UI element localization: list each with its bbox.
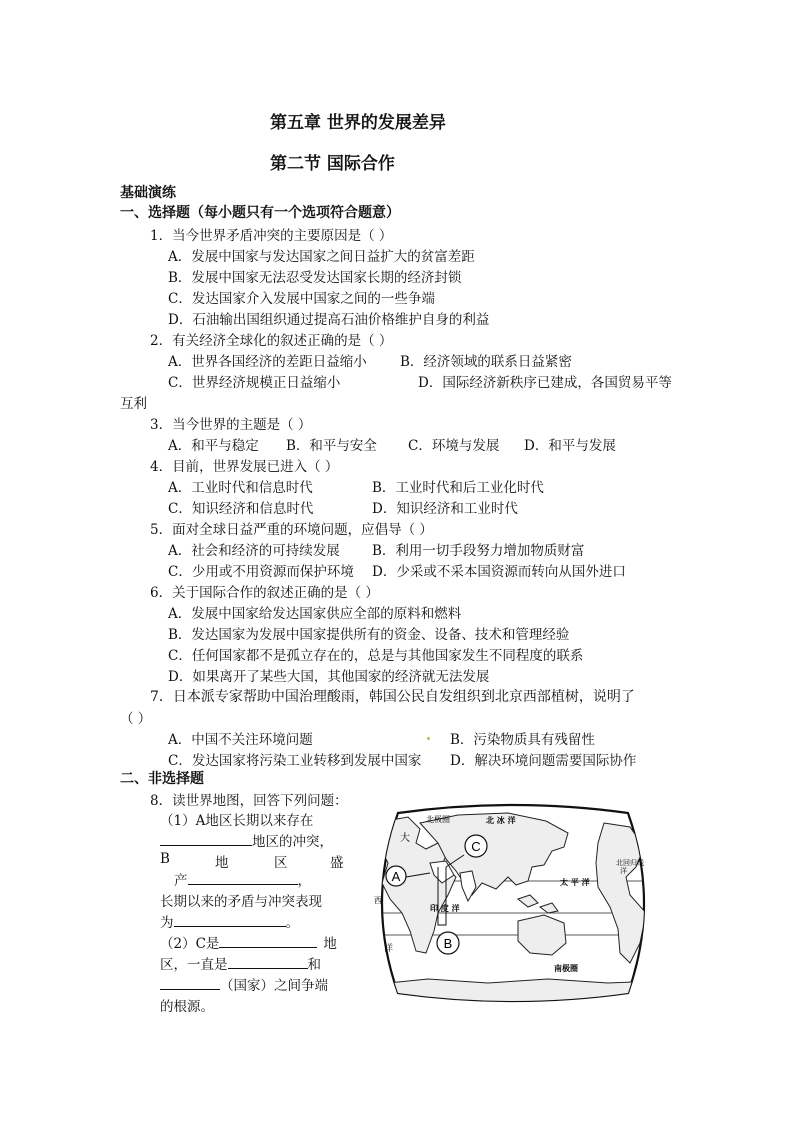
q3-option-a: A．和平与稳定 xyxy=(168,438,259,454)
q7-option-b: B．污染物质具有残留性 xyxy=(450,732,595,748)
q8-part2-line2-text: 区，一直是 xyxy=(160,957,228,973)
q7-stem-continued: （ ） xyxy=(120,711,152,727)
q4-option-b: B．工业时代和后工业化时代 xyxy=(372,480,544,496)
part2-heading: 二、非选择题 xyxy=(120,771,204,787)
q8-part1-line4: 长期以来的矛盾与冲突表现 xyxy=(160,894,322,910)
q8-part2-line1-text: （2）C是 xyxy=(160,936,220,952)
q1-option-a: A．发展中国家与发达国家之间日益扩大的贫富差距 xyxy=(168,249,475,265)
q1-stem: 1．当今世界矛盾冲突的主要原因是（ ） xyxy=(150,228,393,244)
answer-blank[interactable] xyxy=(160,975,220,990)
q5-stem: 5．面对全球日益严重的环境问题，应倡导（ ） xyxy=(150,522,433,538)
q5-option-a: A．社会和经济的可持续发展 xyxy=(168,543,340,559)
q4-option-a: A．工业时代和信息时代 xyxy=(168,480,313,496)
map-label-pacific: 太 平 洋 xyxy=(560,878,590,887)
q8-part1-wei: 为 xyxy=(160,915,174,931)
world-map xyxy=(368,803,658,1003)
q8-stem: 8．读世界地图，回答下列问题： xyxy=(150,793,348,809)
q8-part1-comma: ， xyxy=(297,873,311,889)
q8-part1-chan-line xyxy=(174,869,311,889)
q3-stem: 3．当今世界的主题是（ ） xyxy=(150,417,312,433)
q8-part2-he: 和 xyxy=(307,957,321,973)
map-label-yang-right: 洋 xyxy=(620,867,627,875)
q8-part1-b: B xyxy=(160,851,170,867)
section-title: 第二节 国际合作 xyxy=(270,154,395,174)
q8-part1-di: 地 xyxy=(215,855,229,871)
part1-heading: 一、选择题（每小题只有一个选项符合题意） xyxy=(120,205,400,221)
q8-part1-end: 。 xyxy=(285,915,299,931)
map-label-tropic: 北回归线 xyxy=(616,859,644,867)
q6-option-c: C．任何国家都不是孤立存在的，总是与其他国家发生不同程度的联系 xyxy=(168,648,584,664)
q8-part1-line2-text: 地区的冲突， xyxy=(252,834,333,850)
q1-option-b: B．发展中国家无法忍受发达国家长期的经济封锁 xyxy=(168,270,462,286)
q4-option-d: D．知识经济和工业时代 xyxy=(372,501,518,517)
q3-option-c: C．环境与发展 xyxy=(408,438,500,454)
q3-option-b: B．和平与安全 xyxy=(286,438,377,454)
marker-b-label: B xyxy=(443,936,453,951)
q4-option-c: C．知识经济和信息时代 xyxy=(168,501,314,517)
answer-blank[interactable] xyxy=(188,870,298,885)
q2-option-a: A．世界各国经济的差距日益缩小 xyxy=(168,354,367,370)
q8-part1-chan: 产 xyxy=(174,873,188,889)
q6-option-b: B．发达国家为发展中国家提供所有的资金、设备、技术和管理经验 xyxy=(168,627,570,643)
q2-option-b: B．经济领域的联系日益紧密 xyxy=(400,354,572,370)
q6-option-a: A．发展中国家给发达国家供应全部的原料和燃料 xyxy=(168,606,462,622)
map-label-arctic-circle: 北极圈 xyxy=(426,815,450,824)
q2-option-c: C．世界经济规模正日益缩小 xyxy=(168,375,341,391)
map-label-antarctic-circle: 南极圈 xyxy=(554,964,578,973)
q3-option-d: D．和平与发展 xyxy=(524,438,616,454)
answer-blank[interactable] xyxy=(219,933,317,948)
map-label-da: 大 xyxy=(400,833,410,844)
q5-option-d: D．少采或不采本国资源而转向从国外进口 xyxy=(372,564,626,580)
q7-option-c: C．发达国家将污染工业转移到发展中国家 xyxy=(168,753,422,769)
q7-stem: 7．日本派专家帮助中国治理酸雨，韩国公民自发组织到北京西部植树，说明了 xyxy=(150,689,635,705)
map-label-xi: 西 xyxy=(374,896,382,905)
q8-part2-line2 xyxy=(160,953,321,973)
answer-blank[interactable] xyxy=(174,912,286,927)
q4-stem: 4．目前，世界发展已进入（ ） xyxy=(150,459,339,475)
q8-part2-line1 xyxy=(160,932,337,952)
q8-part2-di: 地 xyxy=(323,936,337,952)
answer-blank[interactable] xyxy=(228,954,308,969)
q7-option-d: D．解决环境问题需要国际协作 xyxy=(450,753,637,769)
q8-part1-sheng: 盛 xyxy=(330,855,344,871)
chapter-title: 第五章 世界的发展差异 xyxy=(270,113,446,133)
map-label-indian: 印 度 洋 xyxy=(430,904,460,913)
marker-a-label: A xyxy=(391,869,401,884)
marker-c-label: C xyxy=(471,839,481,854)
q7-option-a: A．中国不关注环境问题 xyxy=(168,732,313,748)
basic-practice-heading: 基础演练 xyxy=(120,185,176,201)
map-label-arctic-ocean: 北 冰 洋 xyxy=(486,816,516,825)
q1-option-d: D．石油输出国组织通过提高石油价格维护自身的利益 xyxy=(168,312,490,328)
q1-option-c: C．发达国家介入发展中国家之间的一些争端 xyxy=(168,291,435,307)
q6-option-d: D．如果离开了某些大国，其他国家的经济就无法发展 xyxy=(168,669,490,685)
q5-option-b: B．利用一切手段努力增加物质财富 xyxy=(372,543,585,559)
ink-dot xyxy=(427,737,430,740)
q6-stem: 6．关于国际合作的叙述正确的是（ ） xyxy=(150,585,379,601)
q5-option-c: C．少用或不用资源而保护环境 xyxy=(168,564,354,580)
q8-part2-line3 xyxy=(160,974,328,994)
q8-part1-qu: 区 xyxy=(274,855,288,871)
q2-option-d: D．国际经济新秩序已建成，各国贸易平等 xyxy=(418,375,672,391)
q8-part2-line4: 的根源。 xyxy=(160,999,214,1015)
q8-part1-line5 xyxy=(160,911,299,931)
map-label-yang-left: 洋 xyxy=(384,944,394,954)
q8-part2-line3-text: （国家）之间争端 xyxy=(220,978,328,994)
q2-option-d-continued: 互利 xyxy=(120,396,147,412)
antarctica-landmass xyxy=(368,979,658,1003)
q8-part1-line1: （1）A地区长期以来存在 xyxy=(160,813,314,829)
q8-part1-line2 xyxy=(160,830,333,850)
q2-stem: 2．有关经济全球化的叙述正确的是（ ） xyxy=(150,333,393,349)
answer-blank[interactable] xyxy=(160,831,252,846)
